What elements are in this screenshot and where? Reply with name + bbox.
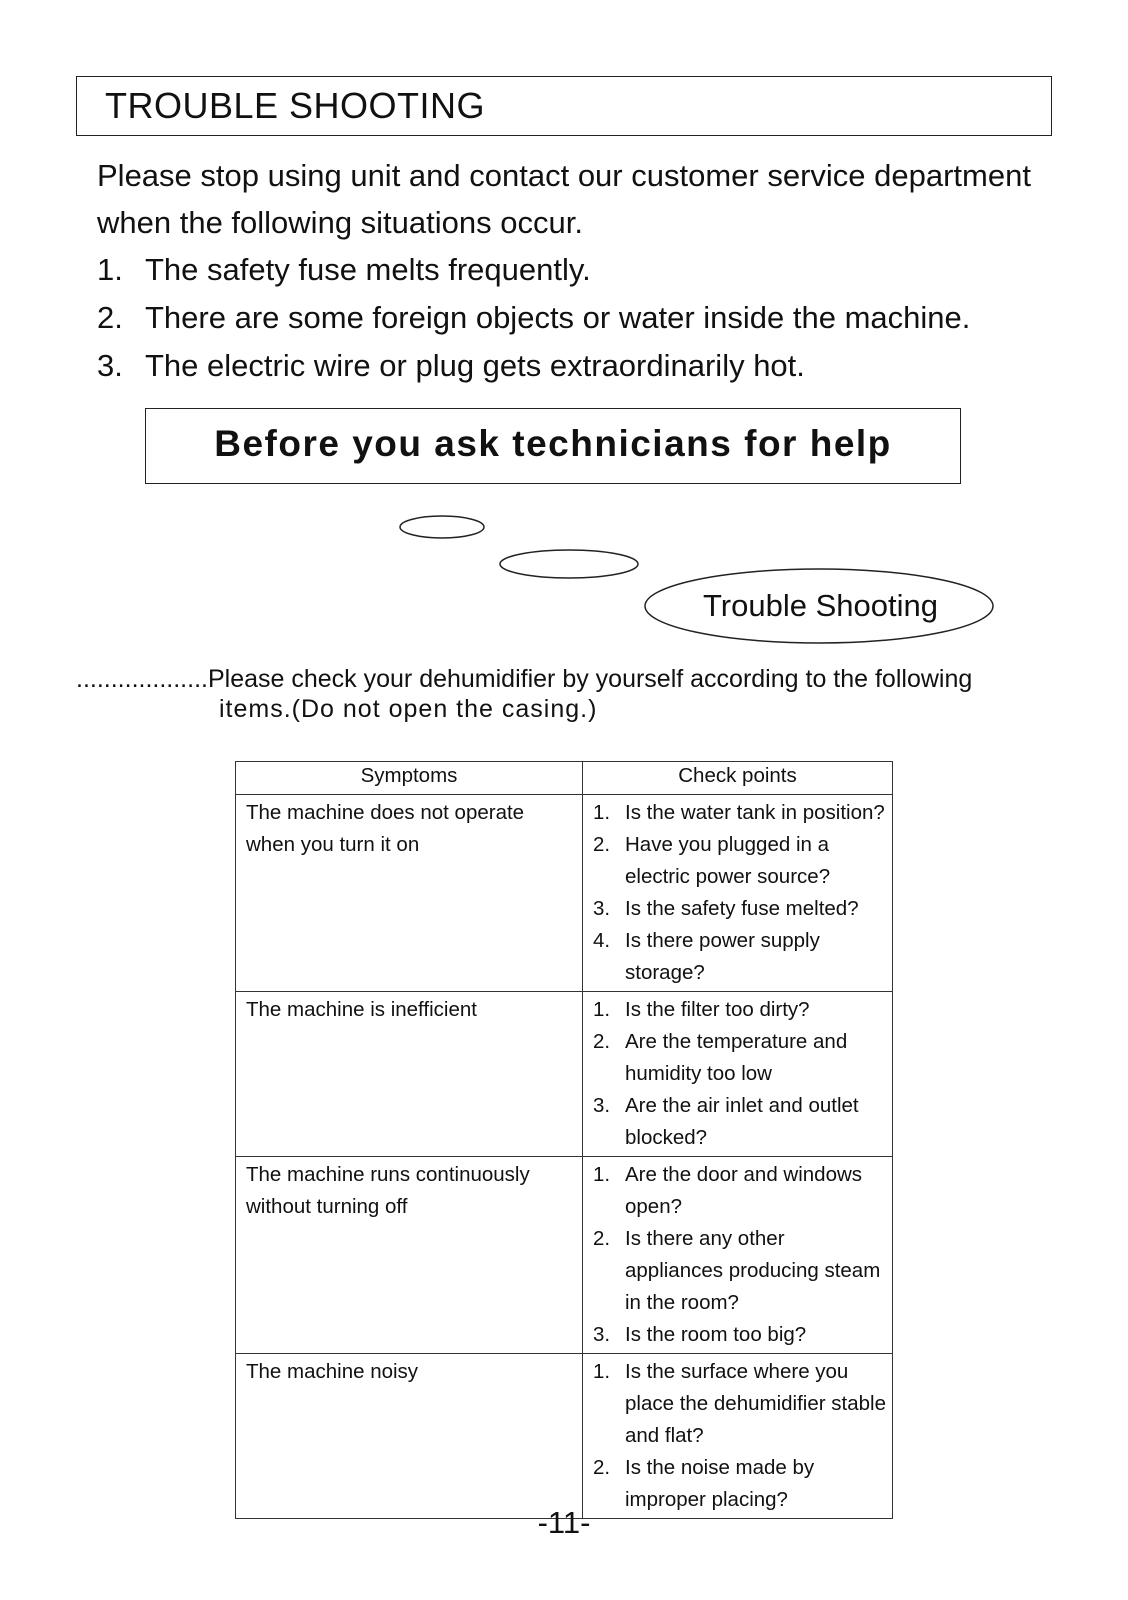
- symptom-cell: The machine is inefficient: [236, 992, 583, 1157]
- check-points-cell: [583, 992, 893, 1157]
- column-header-symptoms: Symptoms: [236, 762, 583, 795]
- page-number: -11-: [537, 1505, 591, 1540]
- table-row: [236, 992, 893, 1157]
- check-point: 2. Is the noise made by improper placing?: [593, 1456, 815, 1511]
- check-points-cell: [583, 795, 893, 992]
- section-title: Before you ask technicians for help: [214, 423, 892, 464]
- check-point: 2. Are the temperature and humidity too low: [593, 1030, 848, 1085]
- check-points-cell: [583, 1157, 893, 1354]
- bubble-label: Trouble Shooting: [703, 588, 938, 623]
- symptom-cell: The machine runs continuously without turning off: [236, 1157, 583, 1354]
- check-point: 3. Are the air inlet and outlet blocked?: [593, 1094, 859, 1149]
- page-title: TROUBLE SHOOTING: [105, 85, 486, 126]
- check-point: 2. Have you plugged in a electric power source?: [593, 833, 831, 888]
- situation-number: 2.: [97, 300, 123, 335]
- column-header-check-points: Check points: [583, 762, 893, 795]
- check-point: 3. Is the room too big?: [593, 1323, 807, 1346]
- table-row: [236, 795, 893, 992]
- check-point: 1. Is the water tank in position?: [593, 801, 885, 824]
- check-points-cell: [583, 1354, 893, 1519]
- check-line-2: items.(Do not open the casing.): [219, 695, 598, 723]
- intro-paragraph: Please stop using unit and contact our customer service department when the following situations occur.: [97, 158, 1031, 240]
- symptom-cell: The machine noisy: [236, 1354, 583, 1519]
- check-point: 3. Is the safety fuse melted?: [593, 897, 859, 920]
- thought-bubble-graphic: [0, 0, 1128, 660]
- check-point: 1. Is the filter too dirty?: [593, 998, 810, 1021]
- check-instructions: [76, 664, 972, 724]
- situation-text: The safety fuse melts frequently.: [145, 252, 591, 287]
- symptom-cell: The machine does not operate when you turn it on: [236, 795, 583, 992]
- situation-number: 3.: [97, 348, 123, 383]
- check-point: 1. Is the surface where you place the dehumidifier stable and flat?: [593, 1360, 886, 1447]
- check-point: 1. Are the door and windows open?: [593, 1163, 863, 1218]
- medium-bubble: [500, 550, 638, 578]
- small-bubble: [400, 516, 484, 538]
- troubleshooting-table: [235, 761, 893, 1519]
- table-row: [236, 1354, 893, 1519]
- table-row: [236, 1157, 893, 1354]
- situation-number: 1.: [97, 252, 123, 287]
- check-line-1: ...................Please check your dehumidifier by yourself according to the following: [76, 665, 973, 693]
- check-point: 2. Is there any other appliances producing steam in the room?: [593, 1227, 881, 1314]
- situation-text: There are some foreign objects or water inside the machine.: [145, 300, 971, 335]
- situation-text: The electric wire or plug gets extraordinarily hot.: [145, 348, 805, 383]
- check-point: 4. Is there power supply storage?: [593, 929, 820, 984]
- table-header-row: [236, 762, 893, 795]
